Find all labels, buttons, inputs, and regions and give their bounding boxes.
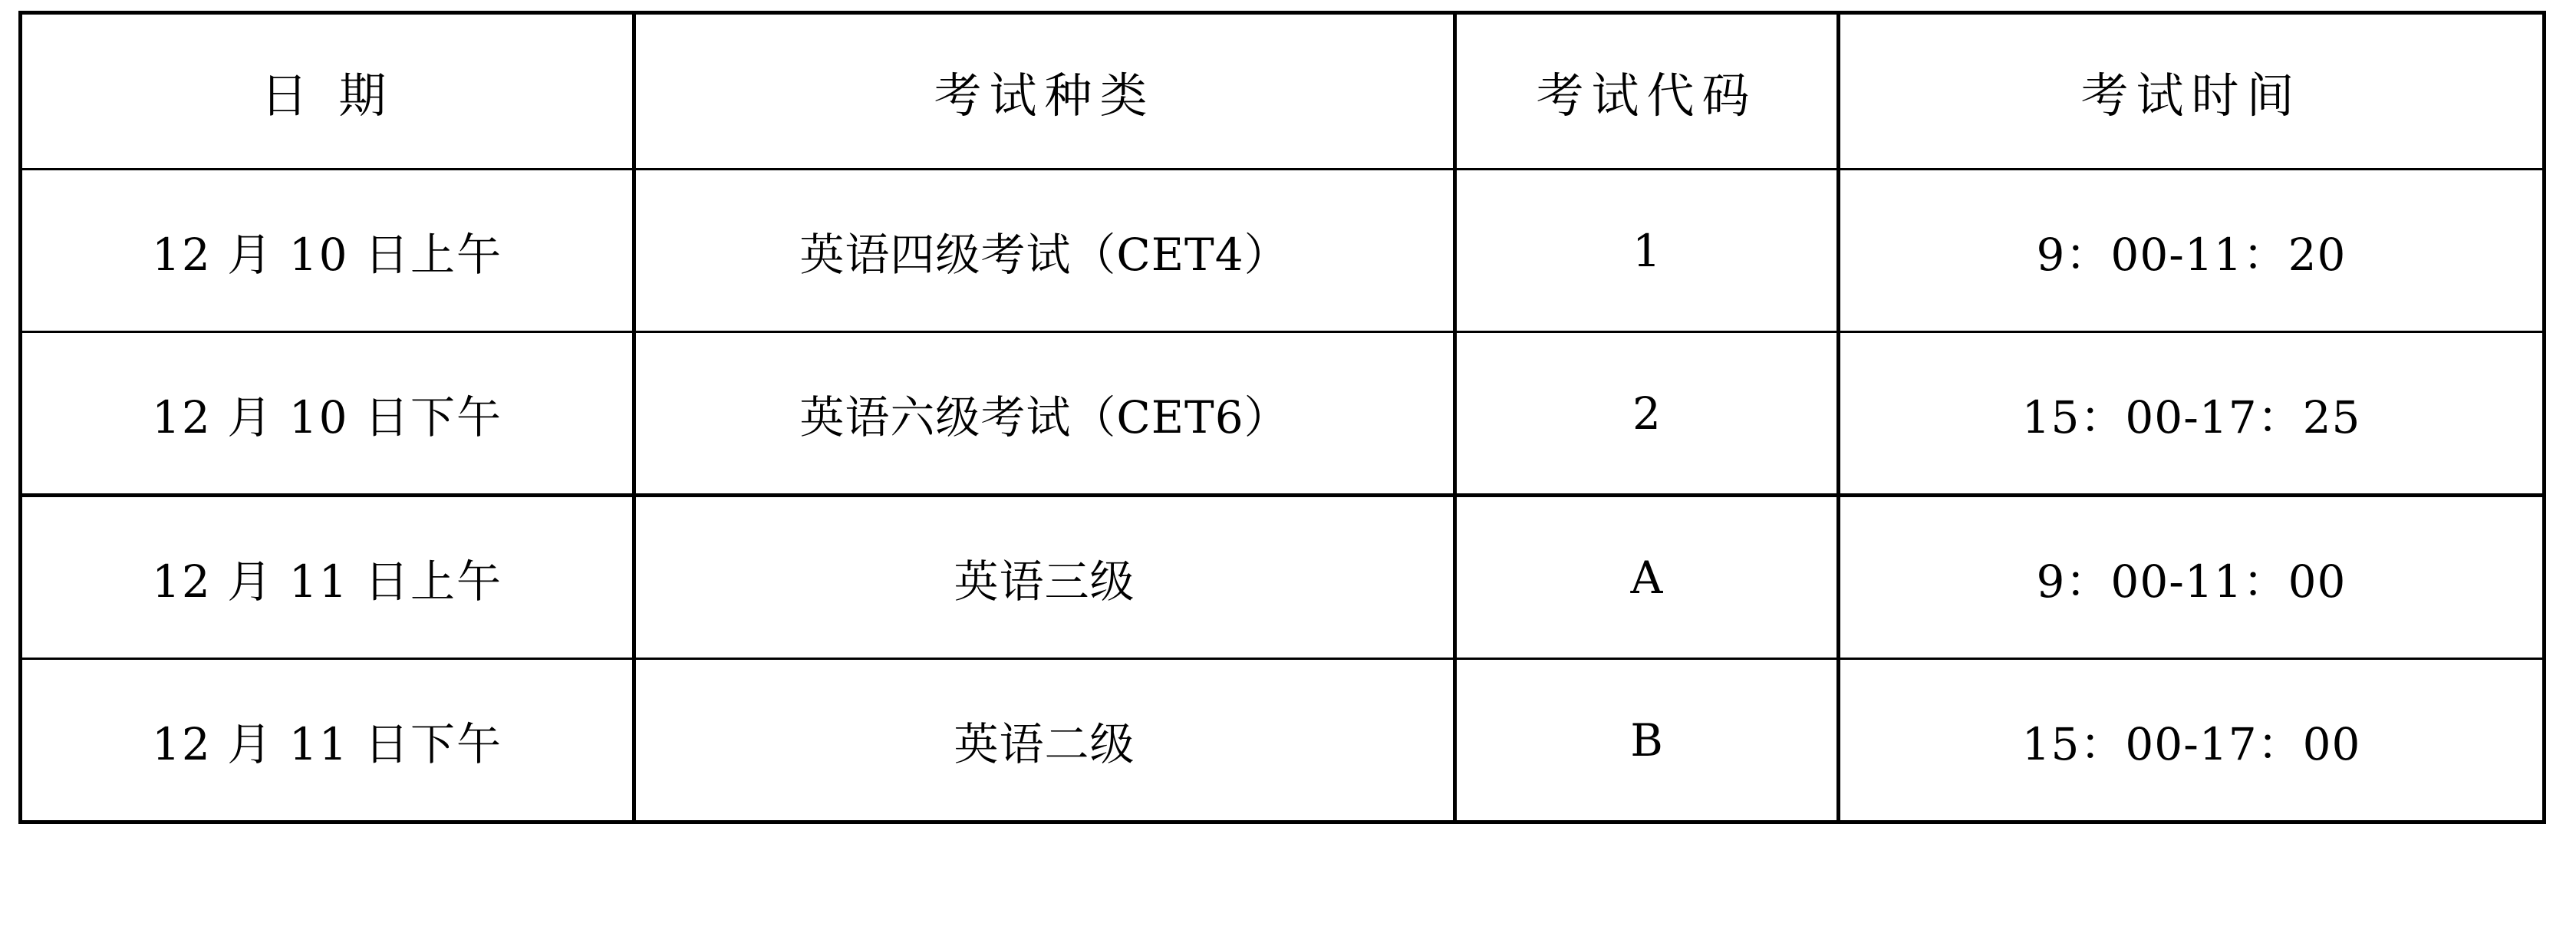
header-exam-time: 考试时间 (1839, 13, 2545, 170)
cell-exam-type: 英语四级考试（CET4） (634, 170, 1455, 332)
cell-exam-type: 英语二级 (634, 659, 1455, 822)
cell-exam-time: 15：00-17：00 (1839, 659, 2545, 822)
header-exam-type: 考试种类 (634, 13, 1455, 170)
cell-exam-code: A (1455, 496, 1839, 659)
header-date: 日 期 (21, 13, 634, 170)
cell-exam-time: 15：00-17：25 (1839, 332, 2545, 496)
table-header (21, 13, 2545, 170)
cell-exam-code: B (1455, 659, 1839, 822)
table-row (21, 332, 2545, 496)
table-row (21, 659, 2545, 822)
exam-schedule-table (18, 11, 2546, 824)
cell-exam-time: 9：00-11：00 (1839, 496, 2545, 659)
cell-exam-type: 英语六级考试（CET6） (634, 332, 1455, 496)
cell-date: 12 月 10 日下午 (21, 332, 634, 496)
header-exam-code: 考试代码 (1455, 13, 1839, 170)
cell-date: 12 月 11 日上午 (21, 496, 634, 659)
table-row (21, 170, 2545, 332)
cell-exam-code: 1 (1455, 170, 1839, 332)
cell-exam-code: 2 (1455, 332, 1839, 496)
cell-exam-type: 英语三级 (634, 496, 1455, 659)
cell-exam-time: 9：00-11：20 (1839, 170, 2545, 332)
cell-date: 12 月 11 日下午 (21, 659, 634, 822)
table-body (21, 170, 2545, 822)
exam-schedule-table-container (18, 11, 2542, 824)
cell-date: 12 月 10 日上午 (21, 170, 634, 332)
table-row (21, 496, 2545, 659)
table-header-row (21, 13, 2545, 170)
